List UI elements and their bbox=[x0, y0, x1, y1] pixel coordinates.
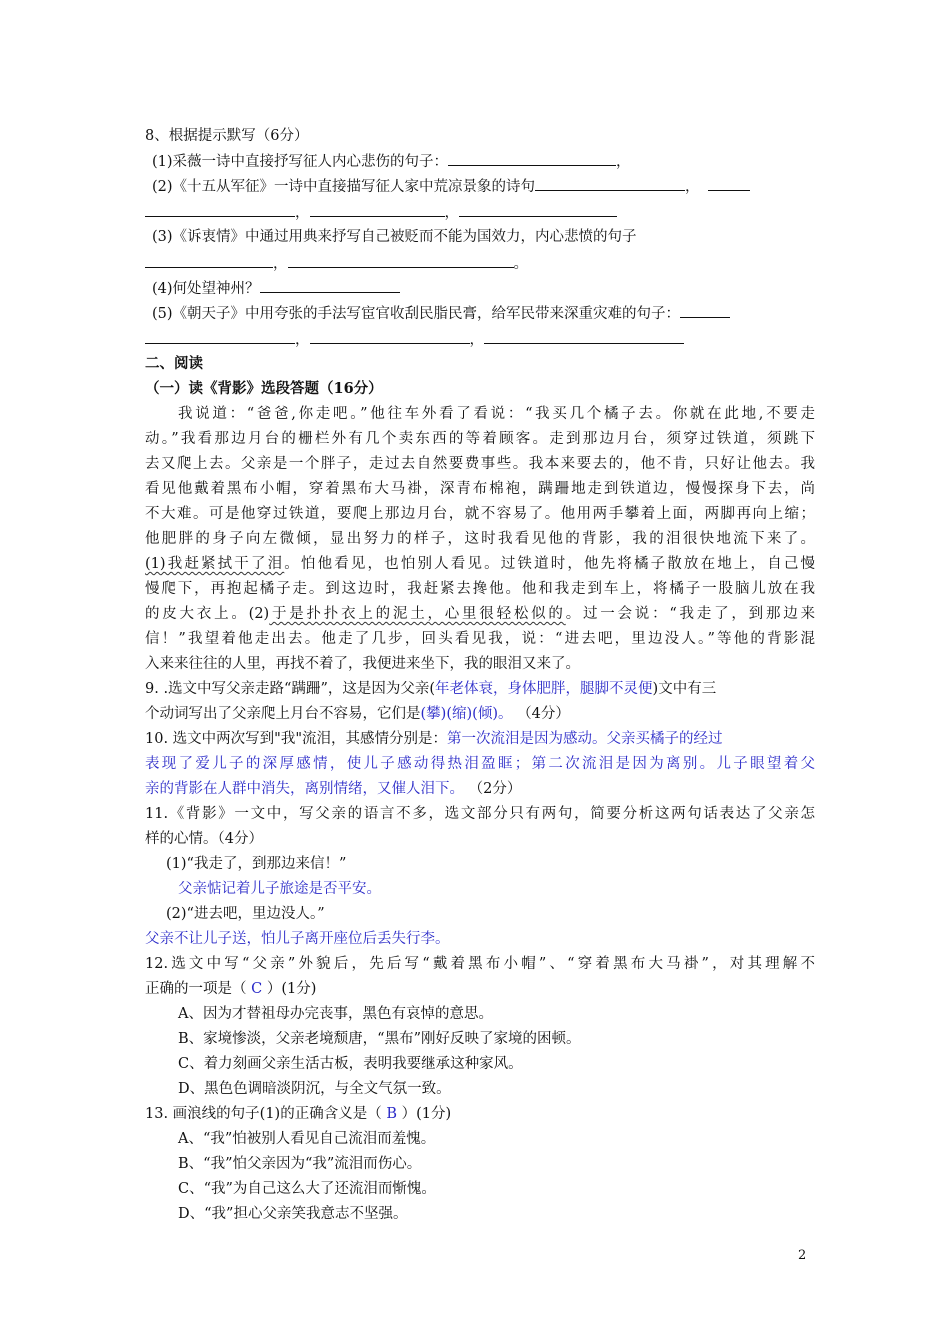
q13-line-1: 13. 画浪线的句子(1)的正确含义是（ B ）(1分) bbox=[145, 1106, 452, 1122]
passage-line-10: 信！”我望着他走出去。他走了几步，回头看见我，说：“进去吧，里边没人。”等他的背影混 bbox=[145, 631, 815, 647]
q10-line-1: 10. 选文中两次写到"我"流泪，其感情分别是：第一次流泪是因为感动。父亲买橘子的经过 bbox=[145, 731, 723, 747]
q11-answer-2: 父亲不让儿子送，怕儿子离开座位后丢失行李。 bbox=[145, 931, 450, 947]
passage-line-3: 去又爬上去。父亲是一个胖子，走过去自然要费事些。我本来要去的，他不肯，只好让他去。我 bbox=[145, 456, 815, 472]
q9-line-1: 9. .选文中写父亲走路“蹒跚”，这是因为父亲(年老体衰，身体肥胖，腿脚不灵便)文中有三 bbox=[145, 681, 717, 697]
q8-title: 8、根据提示默写（6分） bbox=[145, 128, 309, 144]
q13-option-a: A、“我”怕被别人看见自己流泪而羞愧。 bbox=[178, 1131, 436, 1147]
q8-item-2-cont: ， ， bbox=[145, 202, 815, 223]
q13-option-b: B、“我”怕父亲因为“我”流泪而伤心。 bbox=[178, 1156, 422, 1172]
q12-option-d: D、黑色色调暗淡阴沉，与全文气氛一致。 bbox=[178, 1081, 451, 1097]
q11-line-1: 11.《背影》一文中，写父亲的语言不多，选文部分只有两句，简要分析这两句话表达了父亲怎 bbox=[145, 806, 815, 822]
q8-item-4: (4)何处望神州？ bbox=[152, 278, 822, 299]
q8-item-3-cont: ， 。 bbox=[145, 253, 815, 274]
passage-line-7: (1)我赶紧拭干了泪。怕他看见，也怕别人看见。过铁道时，他先将橘子散放在地上，自己慢 bbox=[145, 556, 815, 572]
passage-line-6: 他肥胖的身子向左微倾，显出努力的样子，这时我看见他的背影，我的泪很快地流下来了。 bbox=[145, 531, 815, 547]
q12-line-2: 正确的一项是（ C ）(1分) bbox=[145, 981, 317, 997]
q11-sub-2: (2)“进去吧，里边没人。” bbox=[166, 906, 325, 922]
q12-line-1: 12.选文中写“父亲”外貌后，先后写“戴着黑布小帽”、“穿着黑布大马褂”，对其理解不 bbox=[145, 956, 815, 972]
passage-line-8: 慢爬下，再抱起橘子走。到这边时，我赶紧去搀他。他和我走到车上，将橘子一股脑儿放在我 bbox=[145, 581, 815, 597]
q8-item-1: (1)采薇一诗中直接抒写征人内心悲伤的句子： ， bbox=[152, 151, 822, 172]
q11-line-2: 样的心情。（4分） bbox=[145, 831, 263, 847]
passage-line-11: 入来来往往的人里，再找不着了，我便进来坐下，我的眼泪又来了。 bbox=[145, 656, 580, 672]
q8-item-5: (5)《朝天子》中用夸张的手法写宦官收刮民脂民膏，给军民带来深重灾难的句子： bbox=[152, 303, 822, 324]
q12-option-a: A、因为才替祖母办完丧事，黑色有哀悼的意思。 bbox=[178, 1006, 493, 1022]
q8-item-5-cont: ， ， bbox=[145, 329, 815, 350]
q9-line-2: 个动词写出了父亲爬上月台不容易，它们是(攀)(缩)(倾)。 （4分） bbox=[145, 706, 570, 722]
q11-answer-1: 父亲惦记着儿子旅途是否平安。 bbox=[178, 881, 381, 897]
q12-option-c: C、着力刻画父亲生活古板，表明我要继承这种家风。 bbox=[178, 1056, 523, 1072]
passage-line-1: 我说道：“爸爸,你走吧。”他往车外看了看说：“我买几个橘子去。你就在此地,不要走 bbox=[178, 406, 815, 422]
q10-line-2: 表现了爱儿子的深厚感情，使儿子感动得热泪盈眶；第二次流泪是因为离别。儿子眼望着父 bbox=[145, 756, 815, 772]
q11-sub-1: (1)“我走了，到那边来信！” bbox=[166, 856, 347, 872]
q8-item-3: (3)《诉衷情》中通过用典来抒写自己被贬而不能为国效力，内心悲愤的句子 bbox=[152, 229, 637, 245]
subsection-heading: （一）读《背影》选段答题（16分） bbox=[145, 380, 383, 397]
q8-item-2: (2)《十五从军征》一诗中直接描写征人家中荒凉景象的诗句 ， bbox=[152, 176, 822, 197]
q13-option-d: D、“我”担心父亲笑我意志不坚强。 bbox=[178, 1206, 408, 1222]
section-heading: 二、阅读 bbox=[145, 355, 203, 372]
passage-line-5: 不大难。可是他穿过铁道，要爬上那边月台，就不容易了。他用两手攀着上面，两脚再向上缩； bbox=[145, 506, 815, 522]
passage-line-9: 的皮大衣上。(2)于是扑扑衣上的泥土，心里很轻松似的。过一会说：“我走了，到那边来 bbox=[145, 606, 815, 622]
q10-line-3: 亲的背影在人群中消失，离别情绪，又催人泪下。 （2分） bbox=[145, 781, 522, 797]
passage-line-4: 看见他戴着黑布小帽，穿着黑布大马褂，深青布棉袍，蹒跚地走到铁道边，慢慢探身下去，尚 bbox=[145, 481, 815, 497]
passage-line-2: 动。”我看那边月台的栅栏外有几个卖东西的等着顾客。走到那边月台，须穿过铁道，须跳下 bbox=[145, 431, 815, 447]
page-number: 2 bbox=[798, 1248, 807, 1263]
q12-option-b: B、家境惨淡，父亲老境颓唐，“黑布”刚好反映了家境的困顿。 bbox=[178, 1031, 581, 1047]
q13-option-c: C、“我”为自己这么大了还流泪而惭愧。 bbox=[178, 1181, 436, 1197]
